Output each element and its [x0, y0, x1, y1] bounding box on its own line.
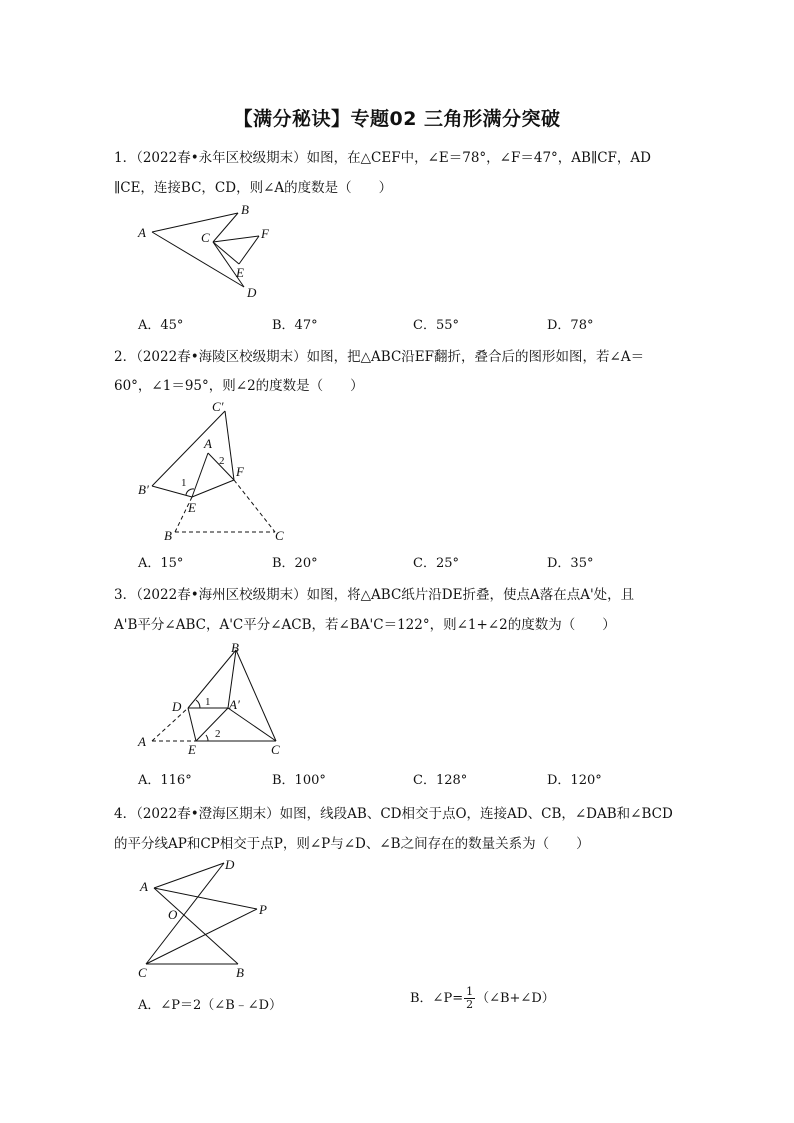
page-title: 【满分秘诀】专题02 三角形满分突破 — [233, 108, 561, 130]
label-C-prime: C′ — [212, 399, 224, 414]
question-1-line-1: 1．（2022春•永年区校级期末）如图，在△CEF中，∠E＝78°，∠F＝47°，AB∥CF，AD — [114, 150, 651, 166]
q4-option-b[interactable] — [410, 986, 555, 1011]
label-A: A — [140, 879, 148, 894]
label-B-prime: B′ — [138, 482, 149, 497]
q1-option-a[interactable]: A．45° — [138, 318, 184, 333]
label-A-prime: A′ — [229, 697, 240, 712]
label-A: A — [204, 436, 212, 451]
q1-option-b[interactable]: B．47° — [272, 318, 318, 333]
q4-option-b-prefix: B．∠P= — [410, 991, 464, 1006]
question-3-line-1: 3．（2022春•海州区校级期末）如图，将△ABC纸片沿DE折叠，使点A落在点A'处，且 — [114, 587, 635, 603]
label-B: B — [241, 202, 249, 217]
question-4-line-1: 4．（2022春•澄海区期末）如图，线段AB、CD相交于点O，连接AD、CB，∠DAB和∠BCD — [114, 806, 673, 822]
q4-option-a[interactable]: A．∠P＝2（∠B﹣∠D） — [138, 998, 283, 1013]
fraction-numerator: 1 — [466, 985, 474, 998]
label-F: F — [261, 226, 269, 241]
label-E: E — [188, 500, 196, 515]
question-3-line-2: A'B平分∠ABC，A'C平分∠ACB，若∠BA'C＝122°，则∠1+∠2的度数为（ ） — [114, 617, 616, 633]
label-C: C — [201, 230, 210, 245]
label-angle-1: 1 — [205, 696, 211, 708]
label-B: B — [164, 528, 172, 543]
label-angle-2: 2 — [219, 455, 225, 467]
q2-option-d[interactable]: D．35° — [547, 556, 594, 571]
figure-question-2 — [130, 396, 300, 546]
label-A: A — [138, 734, 146, 749]
question-2-line-1: 2．（2022春•海陵区校级期末）如图，把△ABC沿EF翻折，叠合后的图形如图，若∠A＝ — [114, 349, 645, 365]
fraction-one-half — [464, 986, 475, 1011]
q2-option-a[interactable]: A．15° — [138, 556, 184, 571]
label-angle-2: 2 — [215, 728, 221, 740]
q2-option-c[interactable]: C．25° — [413, 556, 459, 571]
q1-option-d[interactable]: D．78° — [547, 318, 594, 333]
label-E: E — [188, 742, 196, 757]
label-A: A — [138, 225, 146, 240]
q2-option-b[interactable]: B．20° — [272, 556, 318, 571]
fraction-denominator: 2 — [466, 998, 474, 1011]
label-P: P — [259, 902, 267, 917]
label-F: F — [236, 464, 244, 479]
label-O: O — [168, 907, 178, 922]
question-2-line-2: 60°，∠1＝95°，则∠2的度数是（ ） — [114, 378, 364, 394]
label-D: D — [225, 857, 235, 872]
q3-option-d[interactable]: D．120° — [547, 773, 602, 788]
label-D: D — [172, 699, 182, 714]
q3-option-c[interactable]: C．128° — [413, 773, 468, 788]
q3-option-b[interactable]: B．100° — [272, 773, 326, 788]
figure-question-1 — [130, 198, 290, 306]
label-angle-1: 1 — [181, 477, 187, 489]
label-D: D — [247, 285, 257, 300]
label-B: B — [236, 965, 244, 980]
q4-option-b-suffix: （∠B+∠D） — [476, 991, 555, 1006]
label-E: E — [236, 265, 244, 280]
label-B: B — [231, 640, 239, 655]
question-1-line-2: ∥CE，连接BC，CD，则∠A的度数是（ ） — [114, 180, 393, 196]
label-C: C — [271, 742, 280, 757]
figure-question-3 — [130, 638, 300, 764]
question-4-line-2: 的平分线AP和CP相交于点P，则∠P与∠D、∠B之间存在的数量关系为（ ） — [114, 836, 590, 852]
label-C: C — [275, 528, 284, 543]
q3-option-a[interactable]: A．116° — [138, 773, 192, 788]
figure-question-4 — [130, 852, 280, 982]
label-C: C — [138, 965, 147, 980]
q1-option-c[interactable]: C．55° — [413, 318, 459, 333]
